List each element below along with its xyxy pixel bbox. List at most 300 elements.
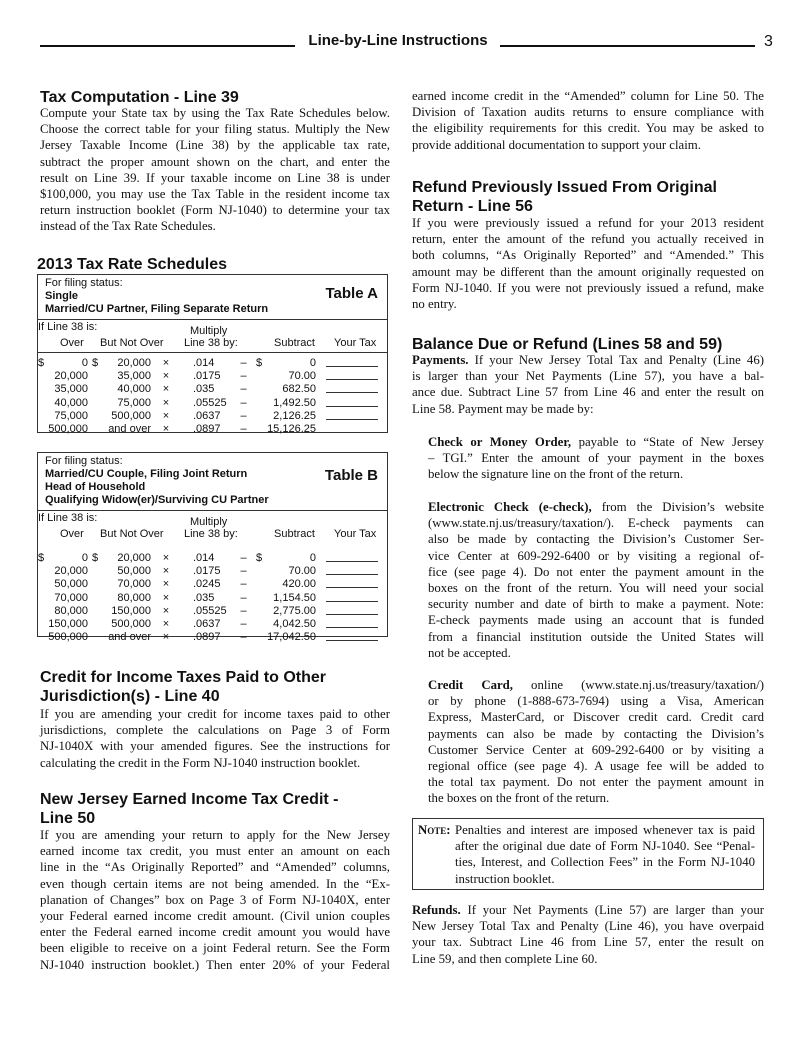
- table-cell: [251, 631, 263, 644]
- text-line: [40, 876, 390, 892]
- note-label: Note:: [418, 823, 451, 837]
- table-cell: 75,000: [117, 396, 151, 409]
- line-text: If you are amending your return to apply for the New Jersey: [40, 828, 390, 842]
- paragraph: [40, 827, 390, 973]
- table-cell: 500,000: [111, 409, 151, 422]
- text-line: [412, 368, 764, 384]
- line-text: been eligible to receive on a joint Federal return. See the Form: [40, 941, 390, 956]
- text-line: [40, 924, 390, 940]
- text-line: [428, 629, 764, 645]
- line-text: calculating the credit in the Form NJ-1040 instruction booklet.: [40, 755, 361, 770]
- table-cell: [88, 397, 98, 410]
- column-headers: [38, 320, 387, 353]
- table-cell: 40,000: [54, 396, 88, 409]
- table-cell: .014: [193, 552, 215, 564]
- table-cell: ×: [162, 604, 170, 617]
- text-line: [412, 137, 764, 153]
- text-line: [428, 693, 764, 709]
- text-line: [40, 738, 390, 754]
- text-line: [40, 186, 390, 202]
- table-cell: [38, 423, 48, 436]
- table-cell: .0637: [193, 409, 221, 422]
- table-cell: 4,042.50: [273, 617, 316, 630]
- table-cell: [88, 370, 98, 383]
- table-cell: and over: [108, 631, 151, 644]
- line-text: from a financial institution outside the United States will: [428, 629, 764, 644]
- line-text: New Jersey Total Tax and Penalty (Line 46), you have overpaid: [412, 919, 764, 934]
- header-bno: But Not Over: [100, 528, 164, 540]
- text-line: [428, 645, 764, 661]
- line-text: no entry.: [412, 297, 457, 312]
- line-text: Penalties and interest are imposed whenever tax is paid: [455, 823, 755, 837]
- header-over: Over: [60, 337, 84, 349]
- text-line: [412, 247, 764, 263]
- line-text: instruction booklet.: [455, 871, 555, 886]
- line-text: enter the Federal earned income credit amount you would have: [40, 925, 390, 940]
- table-cell: [38, 592, 48, 605]
- line-text: ties, Interest, and Collection Fees” in the Form NJ-1040: [455, 855, 755, 870]
- table-cell: 20,000: [54, 370, 88, 383]
- table-cell: [251, 618, 263, 631]
- table-cell: 500,000: [48, 422, 88, 435]
- table-cell: [38, 383, 48, 396]
- table-name: Table B: [324, 467, 378, 484]
- note-text: [455, 822, 755, 887]
- table-cell: [88, 565, 98, 578]
- header-mult2: Line 38 by:: [184, 337, 238, 349]
- line-text: (www.state.nj.us/treasury/taxation/). E-check payments can: [428, 516, 764, 531]
- text-line: [412, 280, 764, 296]
- table-cell: 0: [309, 552, 316, 564]
- table-cell: [88, 410, 98, 423]
- text-line: [40, 843, 390, 859]
- filing-status: Married/CU Partner, Filing Separate Return: [45, 303, 269, 315]
- table-body: [38, 353, 387, 436]
- table-cell: [88, 383, 98, 396]
- line-text: vice Center at 609-292-6400 or by visiting a regional of-: [428, 548, 764, 563]
- section-heading: Refund Previously Issued From Original: [412, 179, 717, 196]
- line-text: both columns, “As Originally Reported” and “Amended.” This: [412, 248, 764, 263]
- text-line: [428, 564, 764, 580]
- line-text: online (www.state.nj.us/treasury/taxation/): [513, 678, 764, 692]
- table-cell: –: [240, 578, 247, 591]
- text-line: [428, 531, 764, 547]
- table-cell: .0175: [193, 370, 221, 383]
- filing-status-label: For filing status:: [45, 277, 123, 289]
- table-cell: 15,126.25: [267, 422, 316, 435]
- table-cell: [88, 631, 98, 644]
- filing-status-label: For filing status:: [45, 455, 123, 467]
- text-line: [455, 871, 755, 887]
- table-cell: 420.00: [282, 578, 316, 591]
- header-tax: Your Tax: [334, 337, 377, 349]
- line-text: jurisdictions, complete the calculations on Page 3 of Form: [40, 723, 390, 738]
- line-text: the eligibility requirements for this credit. You may be asked to: [412, 121, 764, 136]
- text-line: [428, 580, 764, 596]
- section-heading: 2013 Tax Rate Schedules: [37, 256, 228, 273]
- table-cell: $: [92, 552, 99, 564]
- line-text: payments can also be made by contacting the Division’s: [428, 726, 764, 741]
- line-text: Form NJ-1040. If you were not previously issued a refund, make: [412, 280, 764, 295]
- text-line: [428, 726, 764, 742]
- line-text: is larger than your Net Payments (Line 57), you have a bal-: [412, 369, 764, 384]
- lead-text: Check or Money Order,: [428, 435, 572, 449]
- line-text: If you are amending your credit for income taxes paid to other: [40, 707, 390, 721]
- text-line: [412, 401, 764, 417]
- line-text: E-check payments made using an account that is funded: [428, 613, 764, 628]
- line-text: line in the “As Originally Reported” and “Amended” columns,: [40, 860, 390, 875]
- header-bno: But Not Over: [100, 337, 164, 349]
- table-cell: 1,154.50: [273, 591, 316, 604]
- line-text: Express, MasterCard, or Discover credit card. Credit card: [428, 710, 764, 725]
- table-cell: .035: [193, 591, 215, 604]
- line-text: boxes on the front of the return. You will need your social: [428, 581, 764, 596]
- table-cell: $: [256, 552, 263, 564]
- your-tax-blank: [326, 552, 378, 562]
- line-text: Choose the correct table for your filing status. Multiply the New: [40, 122, 390, 137]
- table-row: [38, 552, 387, 565]
- header-rule-left: [40, 45, 295, 47]
- section-heading: Balance Due or Refund (Lines 58 and 59): [412, 336, 723, 353]
- paragraph: [428, 499, 764, 661]
- table-cell: 150,000: [111, 604, 151, 617]
- paragraph: [40, 105, 390, 235]
- line-text: Jersey Taxable Income (Line 38) by the applicable tax rate,: [40, 138, 390, 153]
- section-heading: Credit for Income Taxes Paid to Other: [40, 669, 326, 686]
- text-line: [40, 957, 390, 973]
- line-text: amount may be different than the amount originally requested on: [412, 264, 764, 279]
- line-text: regional office (see page 4). A usage fee will be added to: [428, 759, 764, 774]
- column-headers: [38, 511, 387, 548]
- tax-table-a: [37, 274, 388, 433]
- table-cell: .0897: [193, 631, 221, 644]
- line-text: If you were previously issued a refund for your 2013 resident: [412, 216, 764, 230]
- table-cell: .0897: [193, 422, 221, 435]
- table-cell: [88, 618, 98, 631]
- line-text: Compute your State tax by using the Tax Rate Schedules below.: [40, 106, 390, 120]
- header-tax: Your Tax: [334, 528, 377, 540]
- table-row: [38, 423, 387, 436]
- text-line: [428, 677, 764, 693]
- table-cell: [251, 592, 263, 605]
- table-cell: ×: [162, 552, 170, 564]
- table-cell: ×: [162, 565, 170, 578]
- lead-text: Electronic Check (e-check),: [428, 500, 592, 514]
- header-if: If Line 38 is:: [38, 512, 98, 524]
- text-line: [428, 548, 764, 564]
- text-line: [40, 706, 390, 722]
- table-row: [38, 370, 387, 383]
- tax-table-b: [37, 452, 388, 644]
- table-cell: –: [240, 370, 247, 383]
- table-cell: [251, 370, 263, 383]
- table-cell: [38, 397, 48, 410]
- table-cell: [88, 605, 98, 618]
- table-cell: .0637: [193, 617, 221, 630]
- table-row: [38, 605, 387, 618]
- header-sub: Subtract: [274, 337, 315, 349]
- line-text: – TGI.” Enter the amount of your payment in the boxes: [428, 451, 764, 466]
- text-line: [40, 908, 390, 924]
- table-cell: –: [240, 631, 247, 644]
- table-cell: .05525: [193, 604, 227, 617]
- table-body: [38, 548, 387, 644]
- text-line: [428, 790, 764, 806]
- table-cell: –: [240, 552, 247, 564]
- table-cell: [38, 605, 48, 618]
- table-cell: .014: [193, 357, 215, 369]
- running-header: Line-by-Line Instructions: [308, 32, 488, 49]
- table-cell: ×: [162, 370, 170, 383]
- table-cell: [251, 410, 263, 423]
- table-row: [38, 410, 387, 423]
- text-line: [412, 384, 764, 400]
- table-cell: 2,126.25: [273, 409, 316, 422]
- lead-text: Payments.: [412, 353, 469, 367]
- paragraph: [412, 215, 764, 312]
- paragraph: [40, 706, 390, 771]
- section-heading: Jurisdiction(s) - Line 40: [40, 688, 220, 705]
- text-line: [412, 352, 764, 368]
- text-line: [428, 466, 764, 482]
- table-cell: [38, 370, 48, 383]
- filing-status: Single: [45, 290, 79, 302]
- table-cell: 0: [81, 357, 88, 369]
- table-cell: 500,000: [48, 631, 88, 644]
- table-cell: $: [38, 357, 45, 369]
- lead-text: Refunds.: [412, 903, 461, 917]
- header-over: Over: [60, 528, 84, 540]
- table-row: [38, 357, 387, 370]
- paragraph: [412, 88, 764, 153]
- line-text: NJ-1040 instruction booklet.) Then enter 20% of your Federal: [40, 957, 390, 972]
- line-text: return, enter the amount of the refund you actually received in: [412, 232, 764, 247]
- lead-text: Credit Card,: [428, 678, 513, 692]
- section-heading: Return - Line 56: [412, 198, 533, 215]
- text-line: [412, 88, 764, 104]
- your-tax-blank: [326, 592, 378, 602]
- table-cell: ×: [162, 383, 170, 396]
- line-text: also be made by contacting the Division’s Customer Ser-: [428, 532, 764, 547]
- line-text: If your New Jersey Total Tax and Penalty (Line 46): [468, 353, 764, 367]
- header-mult1: Multiply: [190, 325, 228, 337]
- your-tax-blank: [326, 618, 378, 628]
- table-cell: –: [240, 357, 247, 369]
- table-cell: 17,042.50: [267, 631, 316, 644]
- text-line: [40, 137, 390, 153]
- table-cell: ×: [162, 591, 170, 604]
- text-line: [40, 105, 390, 121]
- table-cell: 2,775.00: [273, 604, 316, 617]
- table-cell: 80,000: [117, 591, 151, 604]
- table-cell: $: [38, 552, 45, 564]
- table-cell: 70.00: [288, 565, 316, 578]
- table-cell: [251, 605, 263, 618]
- line-text: even though certain items are not being amended. In the “Ex-: [40, 876, 390, 891]
- table-cell: ×: [162, 357, 170, 369]
- line-text: Division of Taxation audits returns to ensure compliance with: [412, 105, 764, 120]
- table-name: Table A: [325, 285, 378, 302]
- text-line: [428, 774, 764, 790]
- table-cell: –: [240, 604, 247, 617]
- table-cell: 20,000: [117, 357, 151, 369]
- your-tax-blank: [326, 370, 378, 380]
- text-line: [412, 231, 764, 247]
- table-cell: ×: [162, 578, 170, 591]
- text-line: [412, 104, 764, 120]
- table-cell: .05525: [193, 396, 227, 409]
- table-cell: [88, 578, 98, 591]
- table-cell: .0245: [193, 578, 221, 591]
- table-cell: [251, 397, 263, 410]
- table-cell: [38, 618, 48, 631]
- your-tax-blank: [326, 397, 378, 407]
- line-text: after the original due date of Form NJ-1040. See “Penal-: [455, 839, 755, 854]
- line-text: instead of the Tax Rate Schedules.: [40, 219, 216, 234]
- line-text: ance due. Subtract Line 57 from Line 46 and enter the result on: [412, 385, 764, 400]
- table-cell: [251, 423, 263, 436]
- text-line: [412, 902, 764, 918]
- paragraph: [412, 902, 764, 967]
- your-tax-blank: [326, 565, 378, 575]
- text-line: [428, 612, 764, 628]
- your-tax-blank: [326, 605, 378, 615]
- text-line: [455, 838, 755, 854]
- line-text: subtract the proper amount shown on the chart, and enter the: [40, 154, 390, 169]
- text-line: [40, 892, 390, 908]
- text-line: [428, 742, 764, 758]
- filing-status-block: [38, 275, 387, 320]
- text-line: [428, 434, 764, 450]
- table-cell: ×: [162, 631, 170, 644]
- text-line: [40, 859, 390, 875]
- note-box: [412, 818, 764, 890]
- table-cell: 682.50: [282, 383, 316, 396]
- text-line: [428, 515, 764, 531]
- your-tax-blank: [326, 383, 378, 393]
- table-cell: 50,000: [54, 578, 88, 591]
- header-sub: Subtract: [274, 528, 315, 540]
- line-text: below the signature line on the front of the return.: [428, 467, 684, 482]
- table-cell: –: [240, 383, 247, 396]
- section-heading: New Jersey Earned Income Tax Credit -: [40, 791, 339, 808]
- table-cell: –: [240, 591, 247, 604]
- table-cell: 70.00: [288, 370, 316, 383]
- section-heading: Line 50: [40, 810, 96, 827]
- table-row: [38, 383, 387, 396]
- table-cell: –: [240, 396, 247, 409]
- your-tax-blank: [326, 410, 378, 420]
- table-cell: [38, 410, 48, 423]
- table-cell: 35,000: [117, 370, 151, 383]
- text-line: [412, 215, 764, 231]
- table-cell: 20,000: [117, 552, 151, 564]
- line-text: planation of Changes” box on Page 3 of Form NJ-1040X, enter: [40, 892, 390, 907]
- table-cell: ×: [162, 409, 170, 422]
- line-text: or by phone (1-888-673-7694) using a Visa, American: [428, 694, 764, 709]
- table-cell: 0: [81, 552, 88, 564]
- line-text: Line 58. Payment may be made by:: [412, 401, 594, 416]
- filing-status: Head of Household: [45, 481, 146, 493]
- text-line: [40, 827, 390, 843]
- table-cell: [251, 565, 263, 578]
- table-cell: 150,000: [48, 617, 88, 630]
- table-cell: [251, 383, 263, 396]
- text-line: [40, 940, 390, 956]
- table-cell: 0: [309, 357, 316, 369]
- text-line: [412, 264, 764, 280]
- header-mult2: Line 38 by:: [184, 528, 238, 540]
- paragraph: [428, 677, 764, 807]
- header-mult1: Multiply: [190, 516, 228, 528]
- line-text: Line 59, and then complete Line 60.: [412, 951, 598, 966]
- table-row: [38, 578, 387, 591]
- table-cell: –: [240, 617, 247, 630]
- table-cell: .035: [193, 383, 215, 396]
- your-tax-blank: [326, 631, 378, 641]
- table-cell: ×: [162, 396, 170, 409]
- table-cell: [38, 631, 48, 644]
- table-cell: 80,000: [54, 604, 88, 617]
- text-line: [412, 934, 764, 950]
- line-text: If your Net Payments (Line 57) are larger than your: [460, 903, 764, 917]
- page-number: 3: [764, 33, 773, 50]
- table-cell: 50,000: [117, 565, 151, 578]
- line-text: return instruction booklet (Form NJ-1040) to determine your tax: [40, 203, 390, 218]
- table-cell: 35,000: [54, 383, 88, 396]
- text-line: [428, 596, 764, 612]
- table-cell: $: [256, 357, 263, 369]
- section-heading: Tax Computation - Line 39: [40, 89, 239, 106]
- line-text: fice (see page 4). Do not enter the payment amount in the: [428, 564, 764, 579]
- filing-status: Married/CU Couple, Filing Joint Return: [45, 468, 248, 480]
- table-cell: –: [240, 409, 247, 422]
- line-text: the boxes on the front of the return.: [428, 791, 610, 806]
- line-text: result on Line 39. If your taxable income on Line 38 is under: [40, 170, 390, 185]
- text-line: [40, 722, 390, 738]
- line-text: earned income tax credit, you must enter an amount on each: [40, 844, 390, 859]
- text-line: [40, 121, 390, 137]
- text-line: [428, 758, 764, 774]
- filing-status: Qualifying Widow(er)/Surviving CU Partner: [45, 494, 269, 506]
- your-tax-blank: [326, 423, 378, 433]
- table-cell: 70,000: [54, 591, 88, 604]
- table-cell: and over: [108, 422, 151, 435]
- table-cell: –: [240, 422, 247, 435]
- filing-status-block: [38, 453, 387, 511]
- text-line: [40, 170, 390, 186]
- table-cell: [38, 565, 48, 578]
- line-text: NJ-1040X with your amended figures. See the instructions for: [40, 739, 390, 754]
- text-line: [40, 218, 390, 234]
- table-row: [38, 618, 387, 631]
- table-cell: 75,000: [54, 409, 88, 422]
- text-line: [40, 202, 390, 218]
- your-tax-blank: [326, 578, 378, 588]
- line-text: from the Division’s website: [591, 500, 764, 514]
- line-text: the total tax payment. Do not enter the payment amount in: [428, 775, 764, 790]
- paragraph: [428, 434, 764, 483]
- text-line: [455, 854, 755, 870]
- table-cell: [88, 423, 98, 436]
- header-if: If Line 38 is:: [38, 321, 98, 333]
- table-cell: 70,000: [117, 578, 151, 591]
- table-cell: $: [92, 357, 99, 369]
- table-row: [38, 592, 387, 605]
- table-cell: ×: [162, 617, 170, 630]
- paragraph: [412, 352, 764, 417]
- your-tax-blank: [326, 357, 378, 367]
